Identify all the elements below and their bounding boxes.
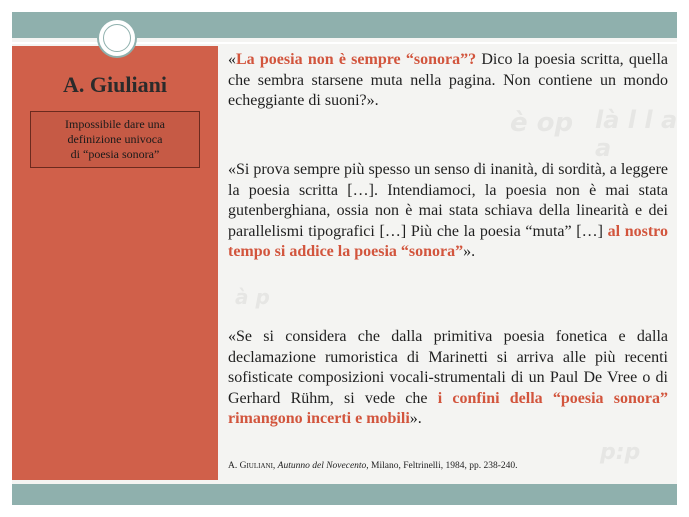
- quote-paragraph-1: [228, 50, 668, 112]
- ref-title: Autunno del Novecento: [277, 461, 367, 471]
- quote3-highlight: i confini della “poesia sonora” rimangono incerti e mobili: [228, 389, 669, 427]
- bottom-bar: [12, 484, 677, 505]
- quote1-rest: Dico la poesia scritta, quella che sembra starsene muta nella pagina. Non contiene un mondo echeggiante di suoni?».: [228, 51, 668, 109]
- decor-glyph-3: p:p: [600, 440, 641, 465]
- decor-glyph-1: è op: [510, 108, 574, 138]
- author-heading: A. Giuliani: [63, 72, 167, 97]
- quote-paragraph-3: [228, 327, 668, 430]
- subtitle-line: di “poesia sonora”: [70, 147, 160, 161]
- bibliographic-reference: A. Giuliani, Autunno del Novecento, Milano, Feltrinelli, 1984, pp. 238-240.: [228, 461, 518, 471]
- subtitle-box: [30, 111, 200, 168]
- subtitle-line: definizione univoca: [67, 132, 163, 146]
- quote3-text: «Se si considera che dalla primitiva poesia fonetica e dalla declamazione rumoristica di Marinetti si arriva alle più recenti sofisticate composizioni vocali-strumentali di un Paul De Vree o di Gerhard Rühm, si vede che: [228, 328, 668, 407]
- quote2-text: «Si prova sempre più spesso un senso di inanità, di sordità, a leggere la poesia scritta […]. Intendiamoci, la poesia non è mai stata gutenberghiana, ossia non è mai stata schiava della linearità e dei parallelismi tipografici […] Più che la poesia “muta” […]: [228, 161, 668, 240]
- ref-author: A. Giuliani: [228, 461, 273, 471]
- decor-glyph-4: à p: [235, 285, 270, 309]
- quote1-highlight: La poesia non è sempre “sonora”?: [236, 51, 477, 68]
- decor-glyph-2: là l l a a: [595, 106, 678, 162]
- quote3-close: ».: [409, 410, 422, 427]
- subtitle-line: Impossibile dare una: [65, 117, 165, 131]
- ref-rest: , Milano, Feltrinelli, 1984, pp. 238-240.: [366, 461, 518, 471]
- quote2-highlight: al nostro tempo si addice la poesia “sonora”: [228, 222, 668, 260]
- quote-paragraph-2: [228, 160, 668, 263]
- quote2-close: ».: [463, 243, 476, 260]
- circle-ornament-icon: [97, 18, 137, 58]
- quote1-open: «: [228, 51, 236, 68]
